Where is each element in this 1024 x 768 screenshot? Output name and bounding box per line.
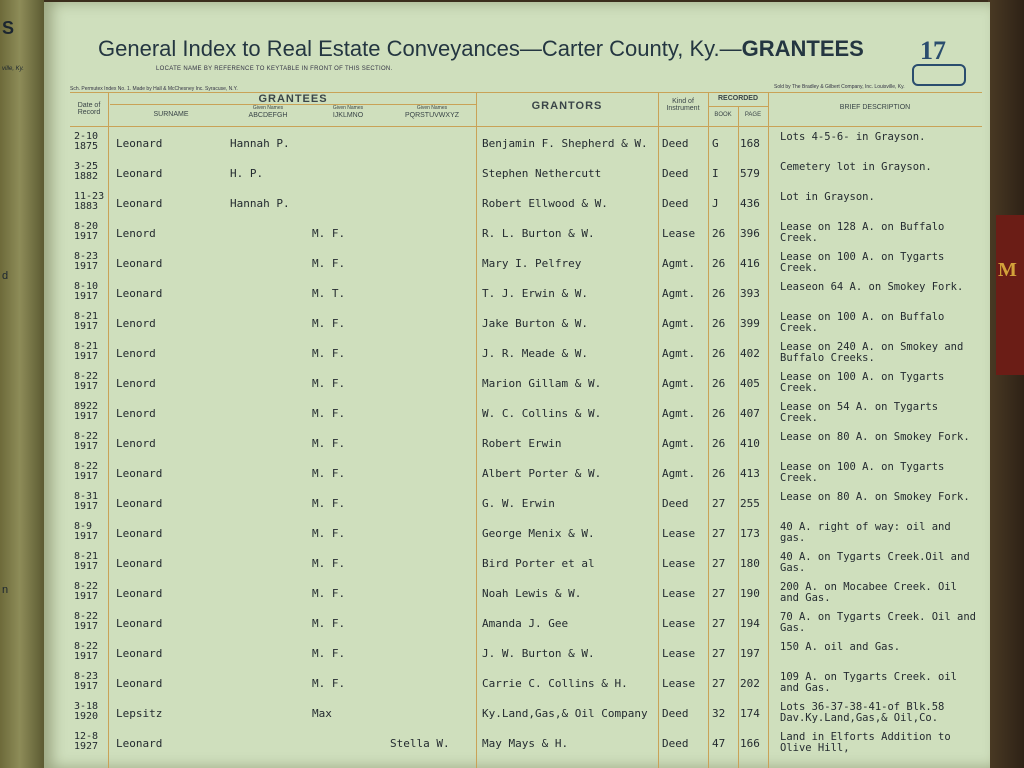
entry-book: 27: [712, 497, 726, 510]
entry-kind: Deed: [662, 167, 689, 180]
entry-given-name-2: M. F.: [312, 317, 346, 330]
left-page-fragment: S: [2, 18, 15, 38]
entry-kind: Deed: [662, 707, 689, 720]
entry-surname: Leonard: [116, 167, 163, 180]
locate-note: LOCATE NAME BY REFERENCE TO KEYTABLE IN FRONT OF THIS SECTION.: [156, 66, 393, 72]
entry-date: 8-10 1917: [74, 281, 99, 302]
entry-date: 3-18 1920: [74, 701, 99, 722]
entry-surname: Lenord: [116, 407, 156, 420]
entry-date: 12-8 1927: [74, 731, 99, 752]
entry-book: 27: [712, 677, 726, 690]
entry-date: 8-22 1917: [74, 461, 99, 482]
entry-kind: Lease: [662, 647, 696, 660]
entry-book: J: [712, 197, 719, 210]
entry-book: 27: [712, 587, 726, 600]
entry-surname: Leonard: [116, 647, 163, 660]
entry-book: G: [712, 137, 719, 150]
entry-date: 8-22 1917: [74, 611, 99, 632]
entry-date: 2-10 1875: [74, 131, 99, 152]
entry-surname: Leonard: [116, 257, 163, 270]
entry-given-name-2: M. F.: [312, 557, 346, 570]
entry-surname: Lepsitz: [116, 707, 163, 720]
header-book: BOOK: [714, 112, 732, 118]
entry-kind: Agmt.: [662, 437, 696, 450]
entry-description: Lease on 100 A. on Tygarts Creek.: [780, 251, 945, 274]
entry-description: Lease on 80 A. on Smokey Fork.: [780, 491, 970, 503]
left-page-fragment: n: [2, 584, 9, 596]
entry-description: 70 A. on Tygarts Creek. Oil and Gas.: [780, 611, 976, 634]
entry-surname: Leonard: [116, 497, 163, 510]
entry-description: Lease on 100 A. on Tygarts Creek.: [780, 461, 945, 484]
entry-given-name-2: M. F.: [312, 377, 346, 390]
entry-surname: Leonard: [116, 137, 163, 150]
entry-surname: Leonard: [116, 617, 163, 630]
entry-date: 8-22 1917: [74, 371, 99, 392]
header-kind: Kind of Instrument: [666, 98, 700, 112]
entry-kind: Agmt.: [662, 287, 696, 300]
header-bottom-rule: [70, 126, 982, 127]
entry-surname: Lenord: [116, 437, 156, 450]
right-page-stack: [988, 0, 1024, 768]
entry-description: Lots 36-37-38-41-of Blk.58 Dav.Ky.Land,Gas,& Oil,Co.: [780, 701, 945, 724]
entry-grantor: T. J. Erwin & W.: [482, 287, 588, 300]
entry-page: 255: [740, 497, 760, 510]
entry-kind: Agmt.: [662, 407, 696, 420]
entry-kind: Lease: [662, 557, 696, 570]
entry-grantor: Jake Burton & W.: [482, 317, 588, 330]
entry-given-name-1: Hannah P.: [230, 137, 290, 150]
entry-given-name-2: M. F.: [312, 467, 346, 480]
entry-surname: Lenord: [116, 227, 156, 240]
entry-grantor: Stephen Nethercutt: [482, 167, 602, 180]
entry-kind: Deed: [662, 497, 689, 510]
entry-surname: Lenord: [116, 377, 156, 390]
entry-kind: Agmt.: [662, 317, 696, 330]
entry-kind: Lease: [662, 677, 696, 690]
header-given3: PQRSTUVWXYZ: [404, 112, 460, 119]
entry-book: 27: [712, 647, 726, 660]
entry-kind: Deed: [662, 137, 689, 150]
entry-book: 26: [712, 227, 726, 240]
header-given1-label: Given Names: [252, 105, 284, 111]
header-recorded: RECORDED: [717, 95, 759, 102]
col-rule-kind: [708, 92, 709, 768]
header-given1: ABCDEFGH: [248, 112, 288, 119]
entry-book: 26: [712, 467, 726, 480]
entry-date: 8-21 1917: [74, 341, 99, 362]
entry-date: 8922 1917: [74, 401, 99, 422]
entry-book: 26: [712, 347, 726, 360]
entry-given-name-2: M. F.: [312, 587, 346, 600]
entry-date: 8-21 1917: [74, 311, 99, 332]
entry-given-name-2: M. F.: [312, 677, 346, 690]
entry-surname: Lenord: [116, 317, 156, 330]
entry-grantor: Noah Lewis & W.: [482, 587, 582, 600]
entry-date: 8-22 1917: [74, 431, 99, 452]
entry-given-name-2: M. F.: [312, 257, 346, 270]
entry-grantor: May Mays & H.: [482, 737, 569, 750]
entry-description: Land in Elforts Addition to Olive Hill,: [780, 731, 951, 754]
entry-description: Lease on 128 A. on Buffalo Creek.: [780, 221, 945, 244]
entry-given-name-1: H. P.: [230, 167, 264, 180]
entry-description: Lease on 100 A. on Tygarts Creek.: [780, 371, 945, 394]
entry-book: 27: [712, 557, 726, 570]
entry-page: 190: [740, 587, 760, 600]
entry-grantor: Ky.Land,Gas,& Oil Company: [482, 707, 648, 720]
entry-given-name-1: Hannah P.: [230, 197, 290, 210]
entry-page: 416: [740, 257, 760, 270]
entry-date: 8-23 1917: [74, 671, 99, 692]
entry-grantor: Robert Erwin: [482, 437, 562, 450]
entry-page: 413: [740, 467, 760, 480]
entry-kind: Agmt.: [662, 467, 696, 480]
entry-page: 579: [740, 167, 760, 180]
maker-note: Sch. Permutex Index No. 1. Made by Hall & McChesney Inc. Syracuse, N.Y.: [70, 86, 238, 92]
entry-date: 8-31 1917: [74, 491, 99, 512]
entry-page: 166: [740, 737, 760, 750]
entry-page: 410: [740, 437, 760, 450]
entry-kind: Agmt.: [662, 257, 696, 270]
entry-kind: Agmt.: [662, 377, 696, 390]
entry-page: 174: [740, 707, 760, 720]
page-title: [98, 36, 864, 62]
entry-given-name-2: M. F.: [312, 497, 346, 510]
entry-given-name-2: M. F.: [312, 437, 346, 450]
entry-surname: Lenord: [116, 347, 156, 360]
entry-page: 202: [740, 677, 760, 690]
entry-book: 27: [712, 527, 726, 540]
entry-kind: Lease: [662, 587, 696, 600]
entry-date: 3-25 1882: [74, 161, 99, 182]
entry-description: Lease on 100 A. on Buffalo Creek.: [780, 311, 945, 334]
entry-description: Cemetery lot in Grayson.: [780, 161, 932, 173]
page-number-box: [912, 64, 966, 86]
entry-grantor: G. W. Erwin: [482, 497, 555, 510]
entry-grantor: J. R. Meade & W.: [482, 347, 588, 360]
entry-grantor: Benjamin F. Shepherd & W.: [482, 137, 648, 150]
entry-grantor: Albert Porter & W.: [482, 467, 602, 480]
header-given3-label: Given Names: [416, 105, 448, 111]
entry-grantor: R. L. Burton & W.: [482, 227, 595, 240]
col-rule-date: [108, 92, 109, 768]
entry-date: 8-20 1917: [74, 221, 99, 242]
entry-given-name-2: M. F.: [312, 347, 346, 360]
header-surname: SURNAME: [153, 111, 189, 118]
entry-grantor: Amanda J. Gee: [482, 617, 569, 630]
entry-description: Lease on 80 A. on Smokey Fork.: [780, 431, 970, 443]
sold-by-note: Sold by The Bradley & Gilbert Company, Inc. Louisville, Ky.: [774, 84, 905, 90]
entry-given-name-2: M. F.: [312, 647, 346, 660]
entry-page: 180: [740, 557, 760, 570]
col-rule-recorded: [768, 92, 769, 768]
entry-book: 26: [712, 407, 726, 420]
entry-description: Leaseon 64 A. on Smokey Fork.: [780, 281, 964, 293]
entry-description: Lease on 240 A. on Smokey and Buffalo Creeks.: [780, 341, 964, 364]
entry-page: 405: [740, 377, 760, 390]
entry-surname: Leonard: [116, 587, 163, 600]
entry-page: 393: [740, 287, 760, 300]
title-text: General Index to Real Estate Conveyances—Carter County, Ky.—: [98, 36, 742, 61]
entry-book: 26: [712, 437, 726, 450]
ledger-page: [44, 2, 990, 768]
entry-grantor: W. C. Collins & W.: [482, 407, 602, 420]
entry-description: 200 A. on Mocabee Creek. Oil and Gas.: [780, 581, 958, 604]
header-given2: IJKLMNO: [332, 112, 364, 119]
entry-surname: Leonard: [116, 287, 163, 300]
entry-book: 26: [712, 377, 726, 390]
entry-grantor: Marion Gillam & W.: [482, 377, 602, 390]
left-page-fragment: d: [2, 270, 9, 282]
entry-book: I: [712, 167, 719, 180]
entry-page: 399: [740, 317, 760, 330]
title-grantees: GRANTEES: [741, 36, 864, 61]
entry-description: 150 A. oil and Gas.: [780, 641, 901, 653]
entry-page: 402: [740, 347, 760, 360]
entry-given-name-2: M. T.: [312, 287, 346, 300]
entry-book: 47: [712, 737, 726, 750]
entry-surname: Leonard: [116, 467, 163, 480]
entry-kind: Lease: [662, 617, 696, 630]
entry-grantor: Bird Porter et al: [482, 557, 595, 570]
header-grantees: GRANTEES: [258, 93, 328, 105]
entry-page: 173: [740, 527, 760, 540]
entry-book: 26: [712, 317, 726, 330]
col-rule-book: [738, 106, 739, 768]
entry-description: 40 A. right of way: oil and gas.: [780, 521, 951, 544]
entry-date: 8-22 1917: [74, 641, 99, 662]
entry-grantor: J. W. Burton & W.: [482, 647, 595, 660]
entry-date: 8-21 1917: [74, 551, 99, 572]
entry-book: 27: [712, 617, 726, 630]
entry-grantor: Mary I. Pelfrey: [482, 257, 582, 270]
entry-description: 40 A. on Tygarts Creek.Oil and Gas.: [780, 551, 970, 574]
entry-surname: Leonard: [116, 557, 163, 570]
header-grantors: GRANTORS: [531, 100, 603, 112]
col-rule-grantors: [658, 92, 659, 768]
header-given2-label: Given Names: [332, 105, 364, 111]
entry-book: 26: [712, 257, 726, 270]
entry-surname: Leonard: [116, 197, 163, 210]
entry-grantor: Carrie C. Collins & H.: [482, 677, 628, 690]
entry-surname: Leonard: [116, 677, 163, 690]
entry-given-name-2: M. F.: [312, 407, 346, 420]
header-page: PAGE: [744, 112, 762, 118]
entry-description: Lots 4-5-6- in Grayson.: [780, 131, 926, 143]
entry-kind: Lease: [662, 227, 696, 240]
entry-grantor: George Menix & W.: [482, 527, 595, 540]
entry-given-name-2: M. F.: [312, 617, 346, 630]
entry-surname: Leonard: [116, 737, 163, 750]
entry-book: 32: [712, 707, 726, 720]
header-date: Date of Record: [77, 102, 101, 116]
entry-book: 26: [712, 287, 726, 300]
header-description: BRIEF DESCRIPTION: [839, 104, 911, 111]
entry-description: Lease on 54 A. on Tygarts Creek.: [780, 401, 939, 424]
entry-page: 436: [740, 197, 760, 210]
entry-description: Lot in Grayson.: [780, 191, 875, 203]
entry-kind: Deed: [662, 737, 689, 750]
entry-given-name-2: Max: [312, 707, 332, 720]
entry-page: 407: [740, 407, 760, 420]
entry-date: 8-9 1917: [74, 521, 99, 542]
page-number: 17: [920, 36, 946, 65]
entry-surname: Leonard: [116, 527, 163, 540]
col-rule-grantees: [476, 92, 477, 768]
left-page-fragment: ville, Ky.: [2, 66, 24, 72]
entry-page: 396: [740, 227, 760, 240]
entry-page: 168: [740, 137, 760, 150]
entry-given-name-2: M. F.: [312, 227, 346, 240]
index-tab-letter: M: [998, 259, 1017, 281]
entry-kind: Deed: [662, 197, 689, 210]
entry-given-name-3: Stella W.: [390, 737, 450, 750]
left-page-edge: [0, 0, 44, 768]
entry-date: 8-22 1917: [74, 581, 99, 602]
entry-grantor: Robert Ellwood & W.: [482, 197, 608, 210]
entry-given-name-2: M. F.: [312, 527, 346, 540]
entry-date: 11-23 1883: [74, 191, 105, 212]
entry-kind: Lease: [662, 527, 696, 540]
entry-kind: Agmt.: [662, 347, 696, 360]
index-tab: [996, 215, 1024, 375]
entry-description: 109 A. on Tygarts Creek. oil and Gas.: [780, 671, 958, 694]
entry-date: 8-23 1917: [74, 251, 99, 272]
entry-page: 194: [740, 617, 760, 630]
entry-page: 197: [740, 647, 760, 660]
